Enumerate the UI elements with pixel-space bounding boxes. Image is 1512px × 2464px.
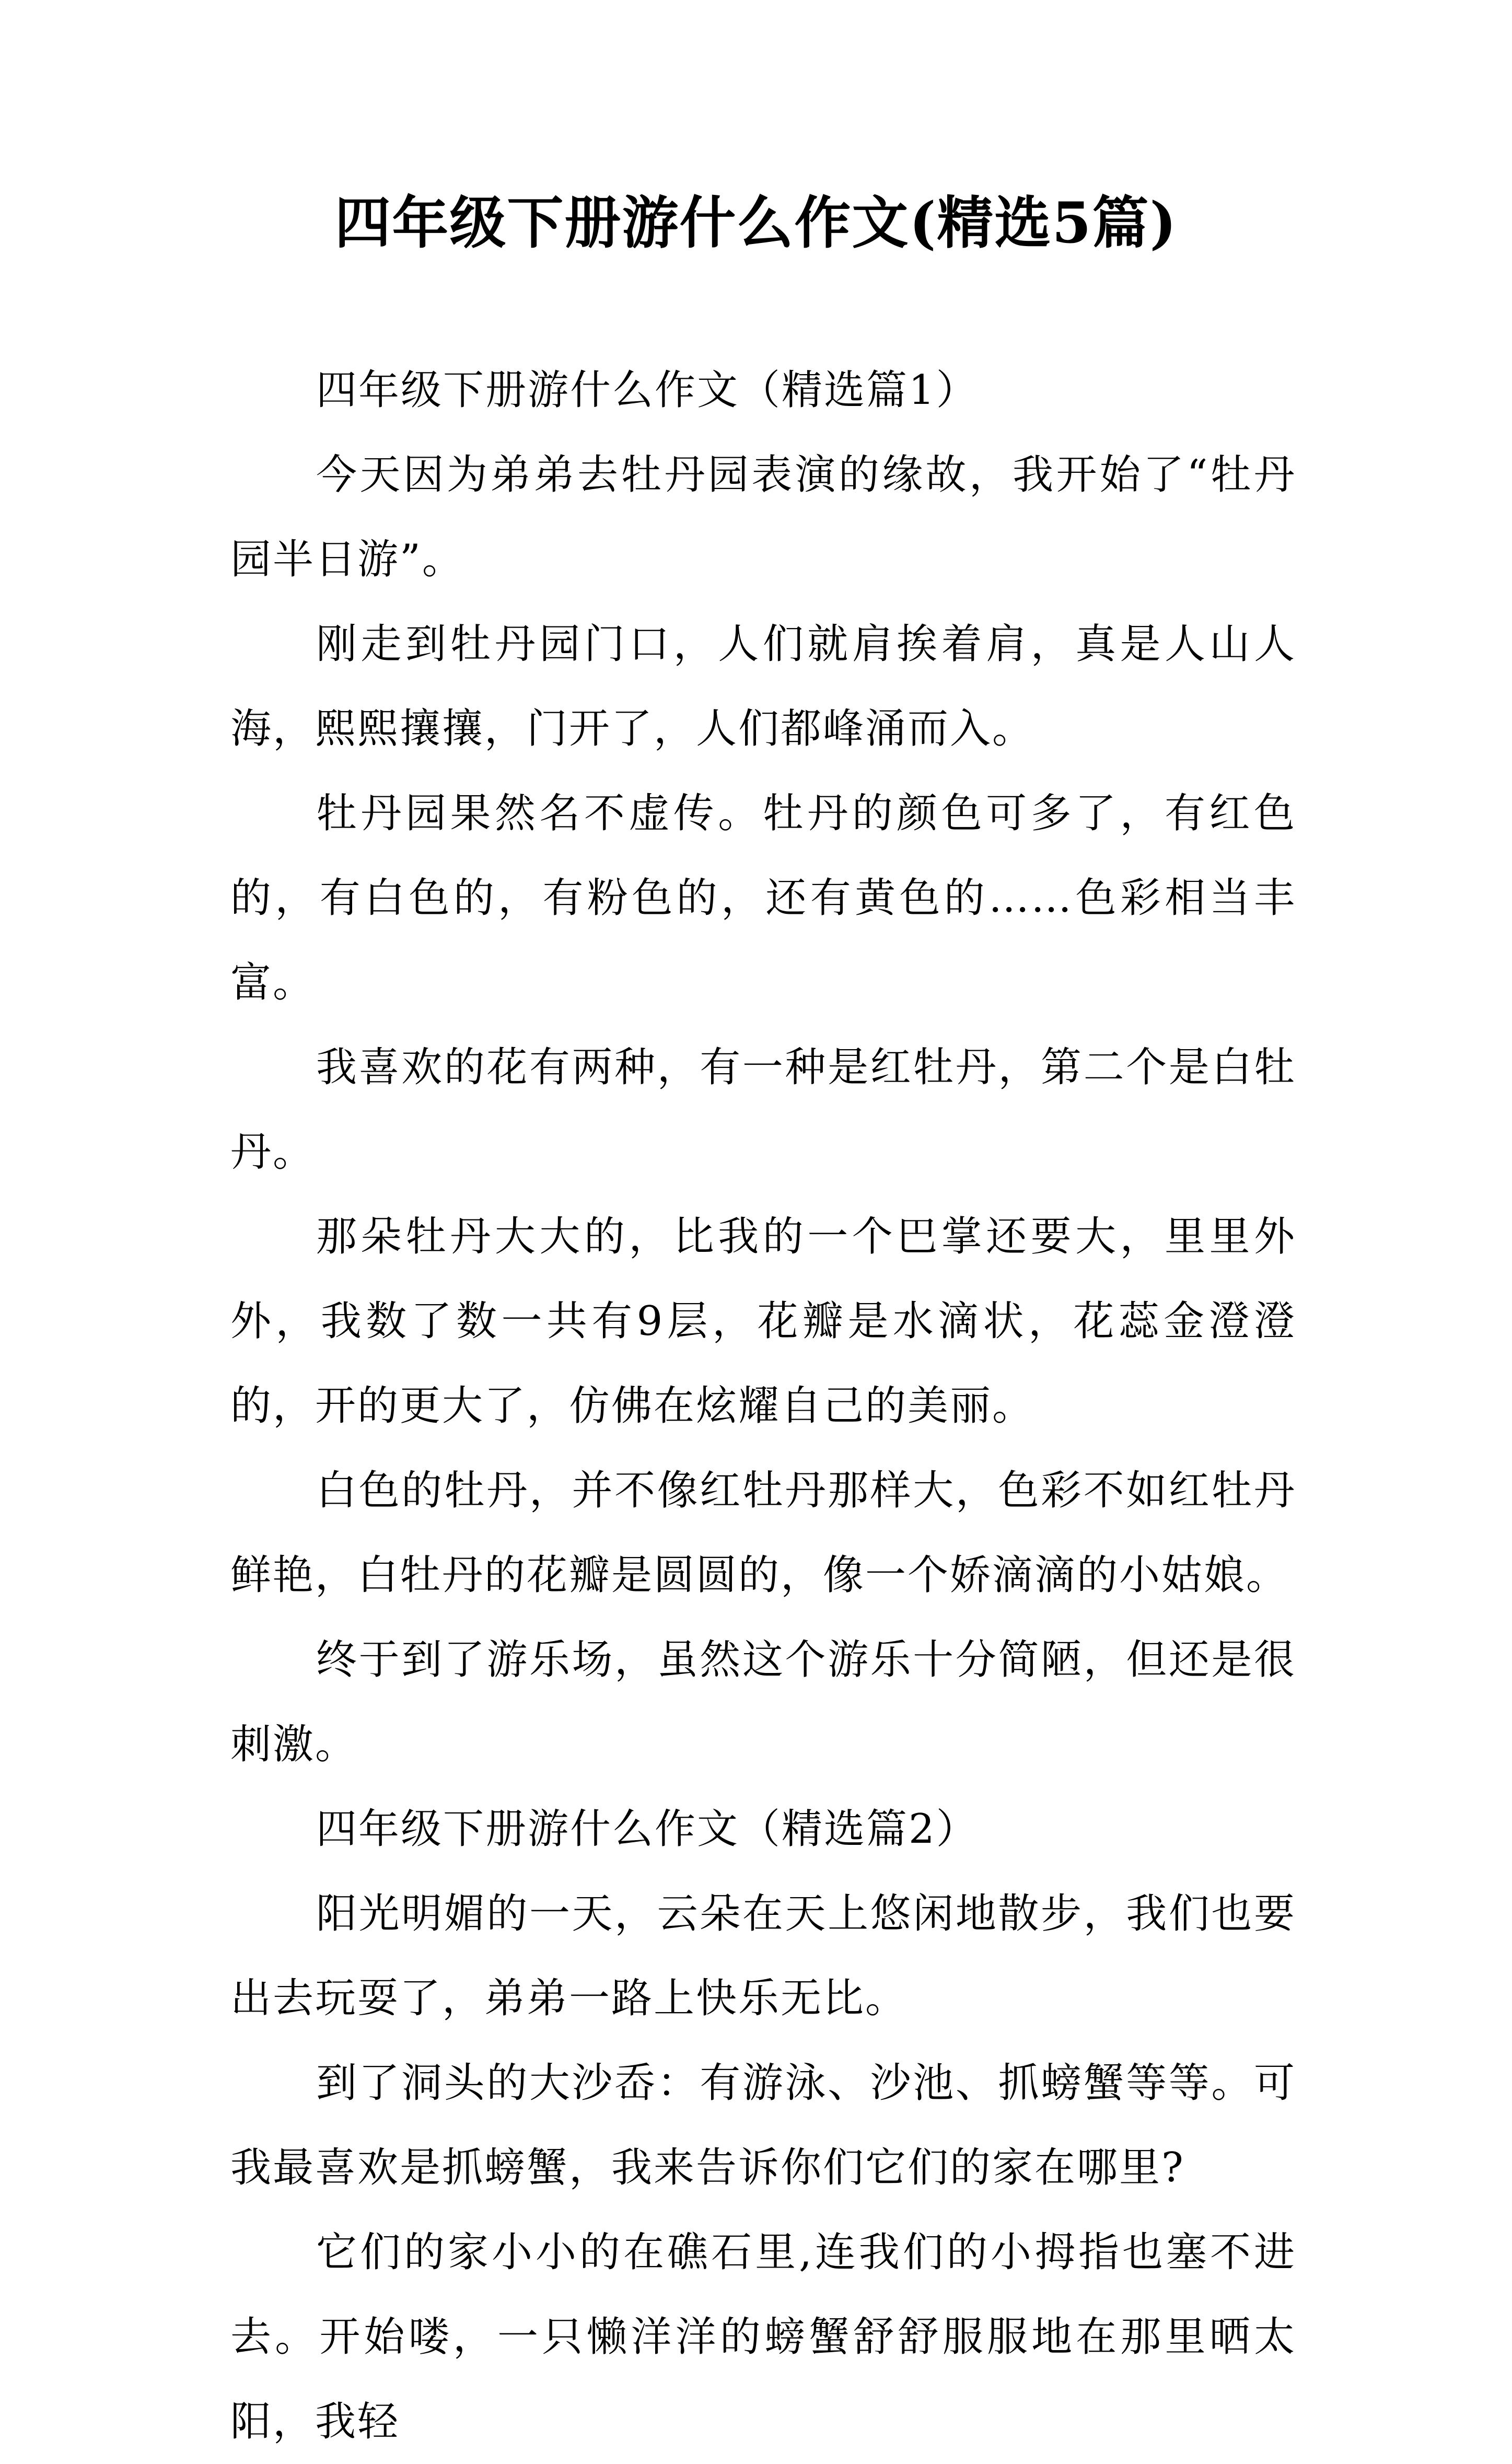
paragraph: 白色的牡丹，并不像红牡丹那样大，色彩不如红牡丹鲜艳，白牡丹的花瓣是圆圆的，像一个娇滴滴的小姑娘。 — [230, 1467, 1296, 1599]
paragraph: 我喜欢的花有两种，有一种是红牡丹，第二个是白牡丹。 — [230, 1044, 1296, 1176]
document-title: 四年级下册游什么作文(精选5篇) — [334, 190, 1178, 256]
paragraph: 到了洞头的大沙岙：有游泳、沙池、抓螃蟹等等。可我最喜欢是抓螃蟹，我来告诉你们它们的家在哪里? — [230, 2060, 1296, 2191]
paragraph: 刚走到牡丹园门口，人们就肩挨着肩，真是人山人海，熙熙攘攘，门开了，人们都峰涌而入。 — [230, 621, 1296, 752]
paragraph: 阳光明媚的一天，云朵在天上悠闲地散步，我们也要出去玩耍了，弟弟一路上快乐无比。 — [230, 1890, 1296, 2022]
paragraph: 牡丹园果然名不虚传。牡丹的颜色可多了，有红色的，有白色的，有粉色的，还有黄色的……色彩相当丰富。 — [230, 790, 1296, 1006]
section-heading: 四年级下册游什么作文（精选篇2） — [316, 1806, 979, 1853]
paragraph: 终于到了游乐场，虽然这个游乐十分简陋，但还是很刺激。 — [230, 1636, 1296, 1768]
paragraph: 今天因为弟弟去牡丹园表演的缘故，我开始了“牡丹园半日游”。 — [230, 451, 1296, 583]
section-heading: 四年级下册游什么作文（精选篇1） — [316, 367, 979, 414]
document-body — [230, 348, 1296, 2464]
paragraph: 那朵牡丹大大的，比我的一个巴掌还要大，里里外外，我数了数一共有9层，花瓣是水滴状，花蕊金澄澄的，开的更大了，仿佛在炫耀自己的美丽。 — [230, 1213, 1296, 1429]
paragraph: 它们的家小小的在礁石里,连我们的小拇指也塞不进去。开始喽，一只懒洋洋的螃蟹舒舒服服地在那里晒太阳，我轻 — [230, 2229, 1296, 2445]
